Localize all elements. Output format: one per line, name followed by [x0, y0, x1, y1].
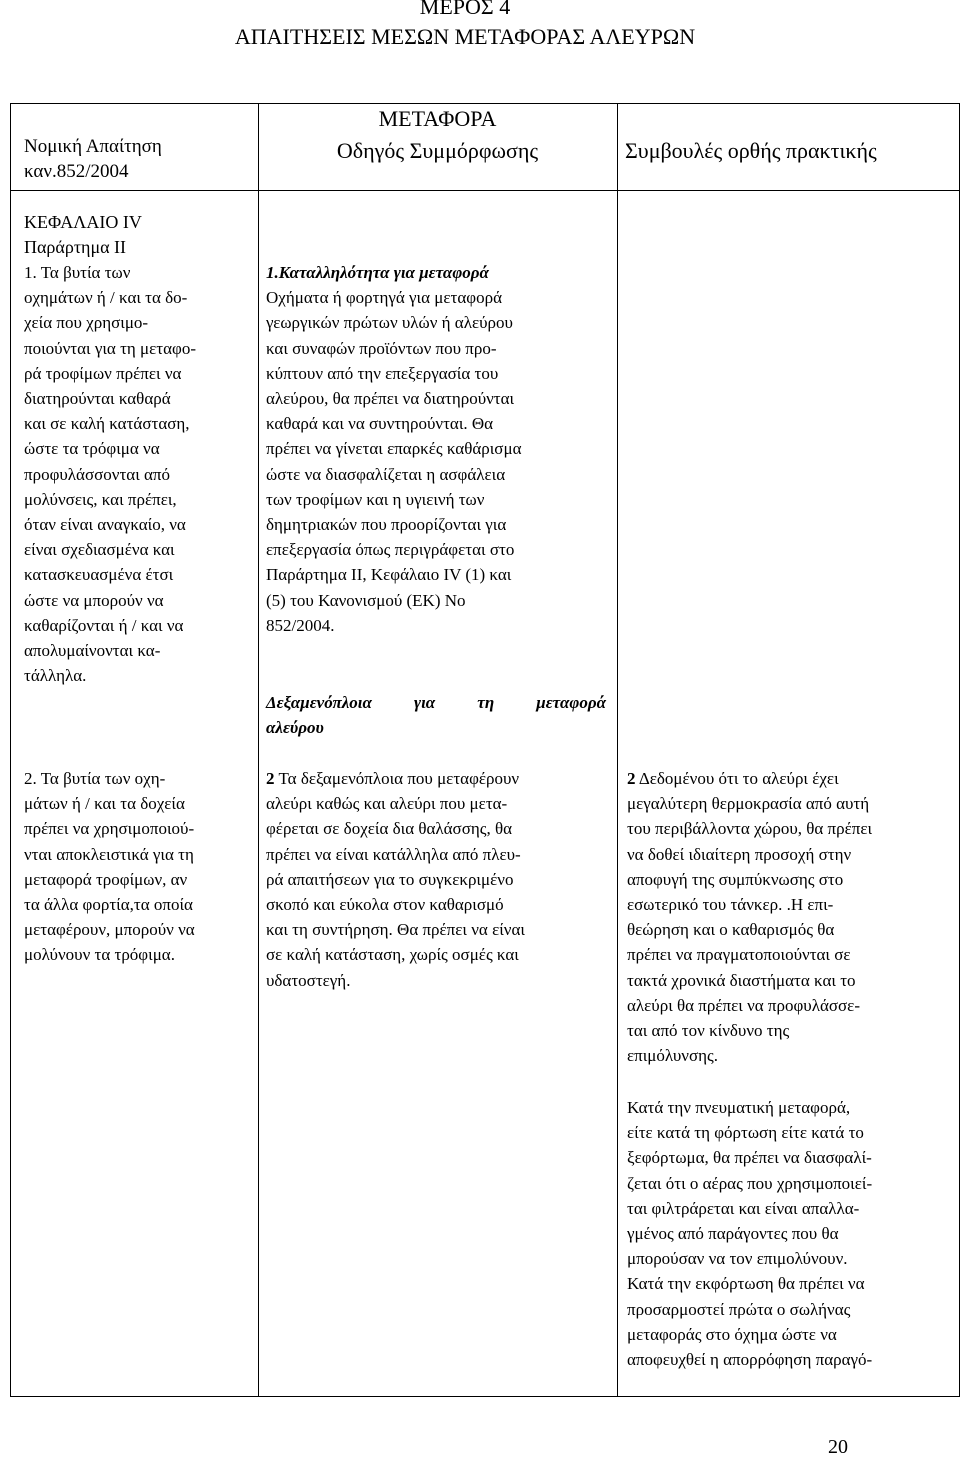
advice-para1-line: πρέπει να πραγματοποιούνται σε: [627, 945, 851, 965]
advice-paragraph-1: [627, 766, 957, 1068]
guide-section2-line: αλεύρι καθώς και αλεύρι που μετα-: [266, 794, 508, 814]
legal-item1-line: οχημάτων ή / και τα δο-: [24, 288, 188, 308]
guide-section2-line: και τη συντήρηση. Θα πρέπει να είναι: [266, 920, 525, 940]
legal-item1-line: και σε καλή κατάσταση,: [24, 414, 190, 434]
legal-item2-line: τα άλλα φορτία,τα οποία: [24, 895, 193, 915]
advice-para2-line: αποφευχθεί η απορρόφηση παραγό-: [627, 1350, 873, 1370]
advice-para2-line: μπορούσαν να τον επιμολύνουν.: [627, 1249, 848, 1269]
header-legal-line2: καν.852/2004: [24, 161, 129, 182]
header-legal-requirement: [24, 134, 162, 184]
column-divider-2: [617, 103, 618, 1396]
guide-section2-line: Τα δεξαμενόπλοια που μεταφέρουν: [278, 769, 520, 788]
header-legal-line1: Νομική Απαίτηση: [24, 136, 162, 157]
table-left-border: [10, 103, 11, 1396]
advice-para2-line: μεταφοράς στο όχημα ώστε να: [627, 1324, 837, 1344]
tankers-heading-line2: αλεύρου: [266, 718, 324, 738]
advice-para1-line: να δοθεί ιδιαίτερη προσοχή στην: [627, 844, 852, 864]
advice-para1-line: αποφυγή της συμπύκνωσης στο: [627, 869, 844, 889]
legal-item1-line: κατασκευασμένα έτσι: [24, 565, 174, 585]
table-bottom-border: [10, 1396, 960, 1397]
legal-item1-line: προφυλάσσονται από: [24, 464, 171, 484]
legal-item1-line: τάλληλα.: [24, 666, 87, 686]
guide-section1-line: 852/2004.: [266, 615, 335, 635]
advice-para2-line: ζεται ότι ο αέρας που χρησιμοποιεί-: [627, 1173, 873, 1193]
advice-para1-line: Δεδομένου ότι το αλεύρι έχει: [638, 769, 839, 788]
advice-para1-line: εσωτερικό του τάνκερ. .Η επι-: [627, 895, 834, 915]
guide-section1-line: των τροφίμων και η υγιεινή των: [266, 489, 485, 509]
guide-section1-line: αλεύρου, θα πρέπει να διατηρούνται: [266, 389, 515, 409]
advice-para2-line: Κατά την εκφόρτωση θα πρέπει να: [627, 1274, 865, 1294]
tankers-heading-line1: Δεξαμενόπλοια για τη μεταφορά: [266, 693, 606, 712]
advice-para2-line: ξεφόρτωμα, θα πρέπει να διασφαλί-: [627, 1148, 872, 1168]
advice-para2-line: γμένος από παράγοντες που θα: [627, 1224, 839, 1244]
guide-section-1: [266, 260, 612, 638]
guide-section-2: [266, 766, 612, 993]
legal-item1-line: μολύνσεις, και πρέπει,: [24, 489, 177, 509]
chapter-label: ΚΕΦΑΛΑΙΟ IV: [24, 212, 142, 232]
legal-item1-line: όταν είναι αναγκαίο, να: [24, 515, 186, 535]
guide-section1-line: επεξεργασία όπως περιγράφεται στο: [266, 540, 515, 560]
part-title: ΜΕΡΟΣ 4: [419, 0, 511, 19]
legal-item2-line: μεταφορά τροφίμων, αν: [24, 869, 188, 889]
guide-section2-line: πρέπει να είναι κατάλληλα από πλευ-: [266, 844, 521, 864]
legal-item1-line: είναι σχεδιασμένα και: [24, 540, 175, 560]
guide-section1-line: γεωργικών πρώτων υλών ή αλεύρου: [266, 313, 513, 333]
legal-chapter-heading: [24, 210, 142, 260]
legal-item2-line: μάτων ή / και τα δοχεία: [24, 794, 185, 814]
legal-item1-line: ώστε να μπορούν να: [24, 590, 164, 610]
advice-para1-line: επιμόλυνσης.: [627, 1046, 718, 1066]
table-header-divider: [10, 190, 960, 191]
legal-item1-line: διατηρούνται καθαρά: [24, 389, 171, 409]
advice-para2-line: Κατά την πνευματική μεταφορά,: [627, 1098, 851, 1117]
page-number: 20: [828, 1436, 848, 1458]
guide-section1-line: ώστε να διασφαλίζεται η ασφάλεια: [266, 464, 506, 484]
advice-number: 2: [627, 769, 636, 788]
advice-para1-line: του περιβάλλοντα χώρου, θα πρέπει: [627, 819, 873, 839]
advice-para2-line: είτε κατά τη φόρτωση είτε κατά το: [627, 1123, 864, 1143]
table-top-border: [10, 103, 960, 104]
guide-section1-line: πρέπει να γίνεται επαρκές καθάρισμα: [266, 439, 522, 459]
header-good-practice-advice: Συμβουλές ορθής πρακτικής: [625, 138, 877, 163]
legal-item-2: [24, 766, 254, 968]
guide-section1-line: καθαρά και να συντηρούνται. Θα: [266, 414, 494, 434]
header-compliance-guide: Οδηγός Συμμόρφωσης: [336, 138, 539, 163]
advice-para2-line: προσαρμοστεί πρώτα ο σωλήνας: [627, 1299, 851, 1319]
advice-para1-line: αλεύρι θα πρέπει να προφυλάσσε-: [627, 995, 860, 1015]
legal-item2-line: 2. Τα βυτία των οχη-: [24, 769, 166, 788]
legal-item1-line: ποιούνται για τη μεταφο-: [24, 338, 197, 358]
guide-section1-line: κύπτουν από την επεξεργασία του: [266, 363, 499, 383]
annex-label: Παράρτημα II: [24, 237, 127, 257]
guide-section1-line: και συναφών προϊόντων που προ-: [266, 338, 497, 358]
legal-item1-line: ώστε τα τρόφιμα να: [24, 439, 160, 459]
guide-section2-line: σκοπό και εύκολα στον καθαρισμό: [266, 895, 504, 915]
guide-section1-line: δημητριακών που προορίζονται για: [266, 515, 507, 535]
legal-item2-line: νται αποκλειστικά για τη: [24, 844, 194, 864]
advice-para1-line: θεώρηση και ο καθαρισμός θα: [627, 920, 835, 940]
guide-section2-line: υδατοστεγή.: [266, 970, 351, 990]
column-divider-1: [258, 103, 259, 1396]
legal-item1-line: καθαρίζονται ή / και να: [24, 615, 184, 635]
guide-section2-line: σε καλή κατάσταση, χωρίς οσμές και: [266, 945, 519, 965]
advice-para2-line: ται φιλτράρεται και είναι απαλλα-: [627, 1198, 860, 1218]
guide-section1-line: Παράρτημα II, Κεφάλαιο IV (1) και: [266, 565, 512, 585]
legal-item2-line: μεταφέρουν, μπορούν να: [24, 920, 195, 940]
guide-section1-line: Οχήματα ή φορτηγά για μεταφορά: [266, 288, 502, 308]
section-1-heading: 1.Καταλληλότητα για μεταφορά: [266, 263, 489, 282]
advice-para1-line: μεγαλύτερη θερμοκρασία από αυτή: [627, 794, 870, 814]
legal-item2-line: πρέπει να χρησιμοποιού-: [24, 819, 195, 839]
legal-item2-line: μολύνουν τα τρόφιμα.: [24, 945, 175, 965]
advice-paragraph-2: [627, 1095, 957, 1372]
legal-item1-line: χεία που χρησιμο-: [24, 313, 149, 333]
header-transport: ΜΕΤΑΦΟΡΑ: [378, 106, 497, 131]
legal-item1-line: ρά τροφίμων πρέπει να: [24, 363, 182, 383]
advice-para1-line: τακτά χρονικά διαστήματα και το: [627, 970, 856, 990]
part-subtitle: ΑΠΑΙΤΗΣΕΙΣ ΜΕΣΩΝ ΜΕΤΑΦΟΡΑΣ ΑΛΕΥΡΩΝ: [234, 24, 696, 49]
guide-section2-line: φέρεται σε δοχεία δια θαλάσσης, θα: [266, 819, 513, 839]
section-2-number: 2: [266, 769, 275, 788]
legal-item1-line: 1. Τα βυτία των: [24, 263, 131, 282]
advice-para1-line: ται από τον κίνδυνο της: [627, 1021, 790, 1041]
legal-item1-line: απολυμαίνονται κα-: [24, 641, 161, 661]
tankers-heading: [266, 690, 606, 740]
legal-item-1: [24, 260, 254, 688]
guide-section2-line: ρά απαιτήσεων για το συγκεκριμένο: [266, 869, 514, 889]
guide-section1-line: (5) του Κανονισμού (ΕΚ) Νο: [266, 590, 466, 610]
